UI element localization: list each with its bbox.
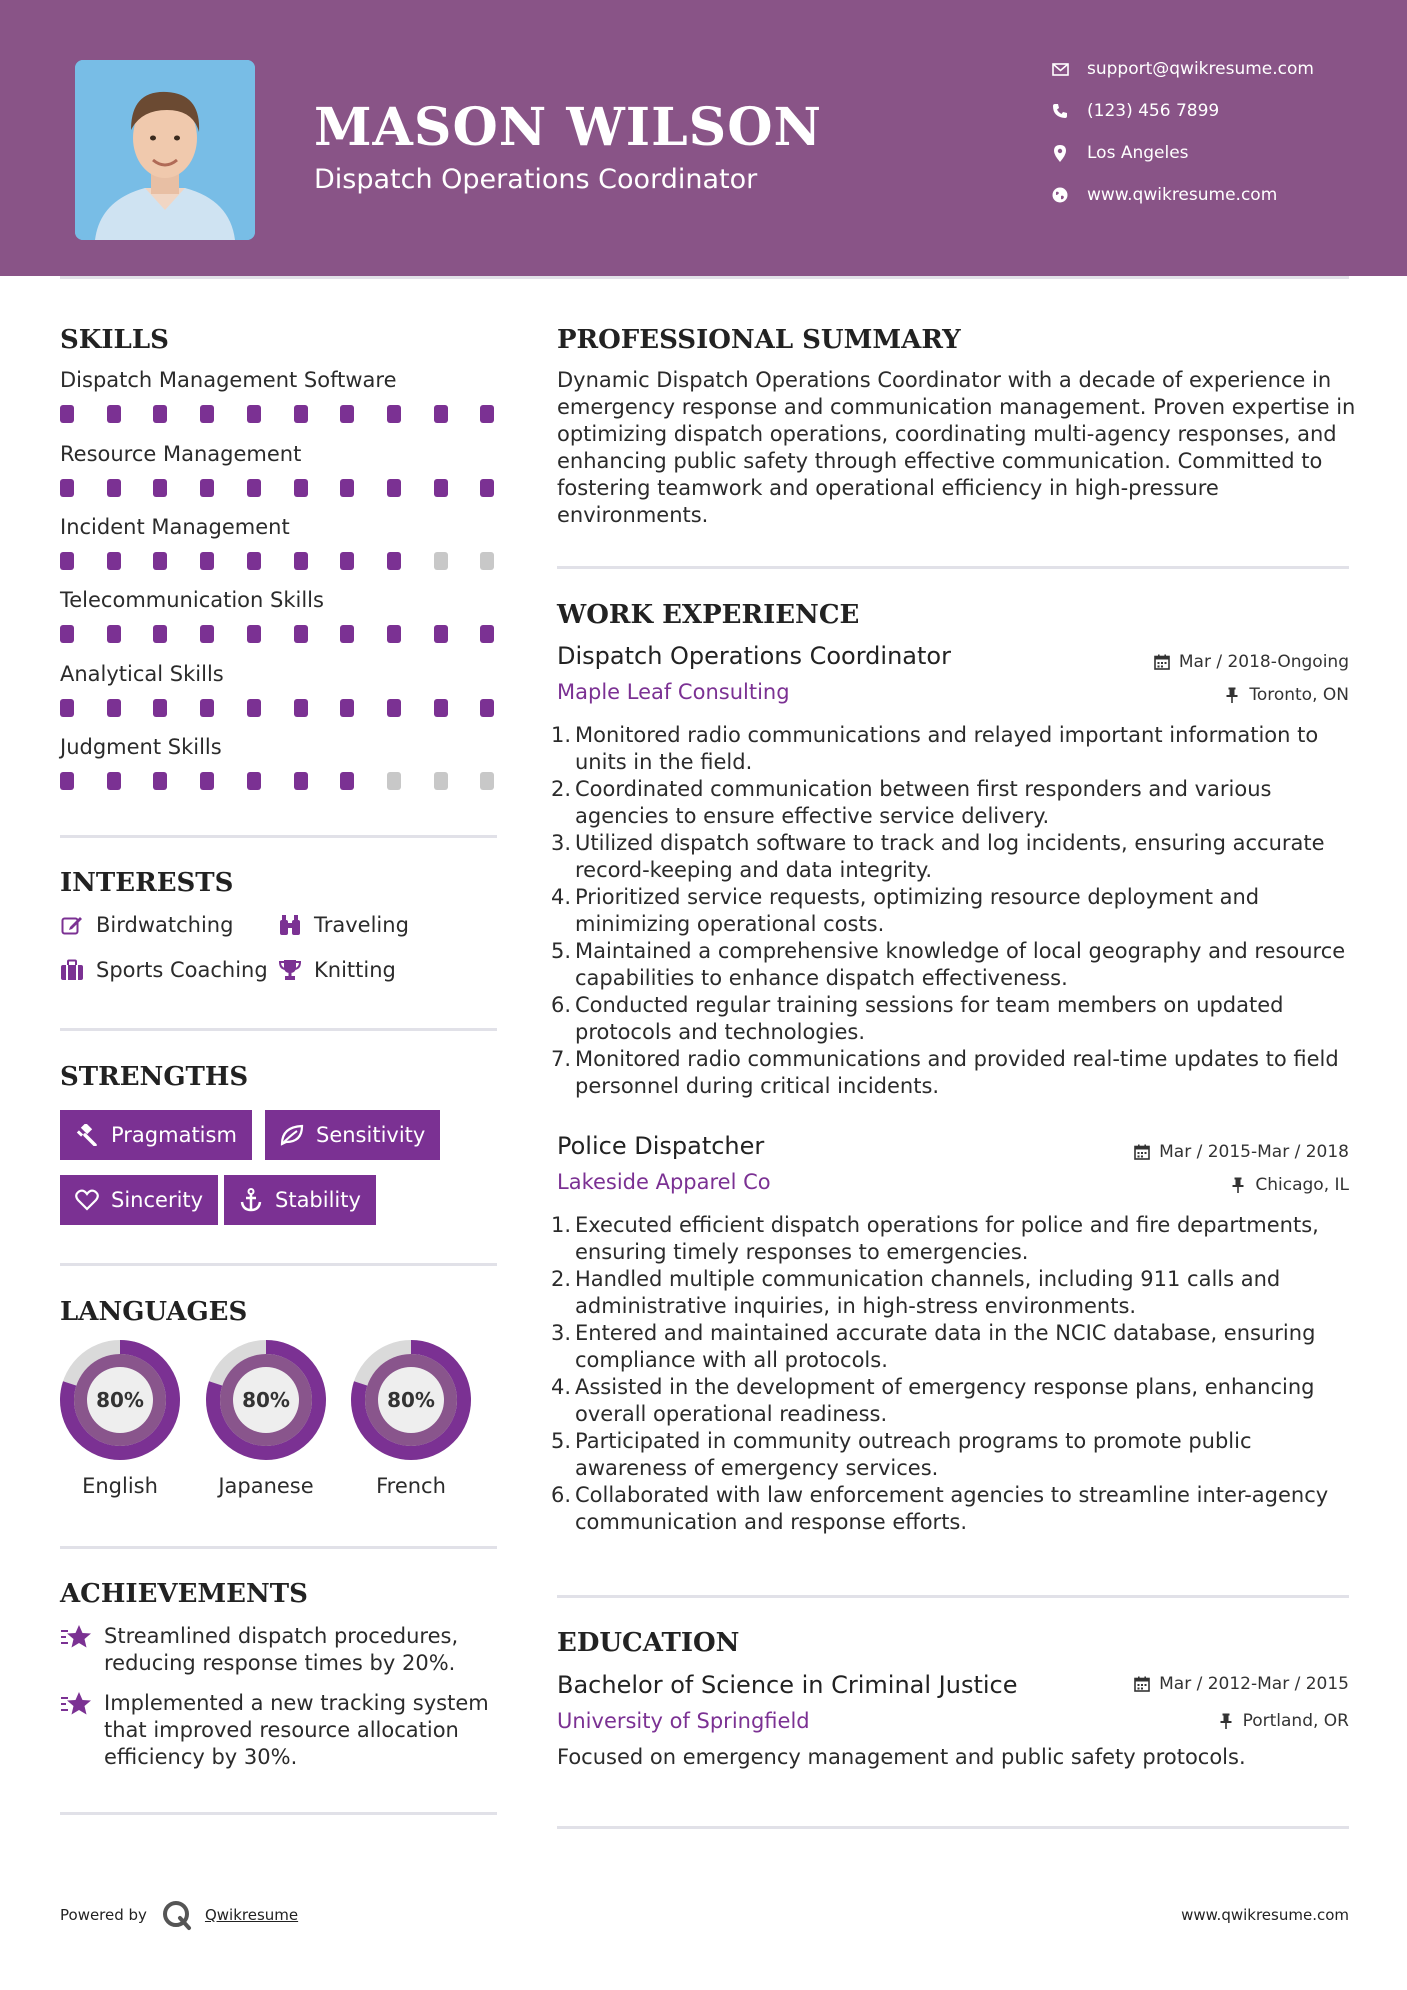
skill-dot-filled bbox=[387, 479, 401, 497]
skill-dot-filled bbox=[60, 552, 74, 570]
calendar-icon bbox=[1133, 1143, 1151, 1161]
skill-dot-filled bbox=[340, 772, 354, 790]
skill-dot-filled bbox=[153, 699, 167, 717]
skill-dot-filled bbox=[480, 699, 494, 717]
skill-dot-empty bbox=[480, 772, 494, 790]
strength-chip bbox=[60, 1175, 218, 1225]
duty-item: Entered and maintained accurate data in the NCIC database, ensuring compliance with all protocols. bbox=[575, 1321, 1316, 1372]
heart-icon bbox=[75, 1188, 99, 1212]
interest-label: Traveling bbox=[314, 913, 409, 937]
school-name: University of Springfield bbox=[557, 1709, 810, 1733]
skill-name: Analytical Skills bbox=[60, 662, 224, 686]
skill-dot-filled bbox=[247, 625, 261, 643]
skill-dot-filled bbox=[60, 772, 74, 790]
achievement-item bbox=[60, 1690, 500, 1771]
profile-photo bbox=[75, 60, 255, 240]
language-percent: 80% bbox=[387, 1388, 435, 1412]
section-divider bbox=[60, 1028, 497, 1031]
skill-dot-filled bbox=[340, 405, 354, 423]
language-percent: 80% bbox=[242, 1388, 290, 1412]
skill-dot-filled bbox=[247, 405, 261, 423]
duty-item: Handled multiple communication channels, including 911 calls and administrative inquiries, in high-stress environments. bbox=[575, 1267, 1281, 1318]
job-location-text: Chicago, IL bbox=[1255, 1175, 1349, 1195]
job-title: Dispatch Operations Coordinator bbox=[557, 642, 951, 670]
skill-dot-filled bbox=[107, 699, 121, 717]
duty-item: Maintained a comprehensive knowledge of local geography and resource capabilities to enhance dispatch effectiveness. bbox=[575, 939, 1346, 990]
skill-dot-filled bbox=[200, 405, 214, 423]
duty-item: Participated in community outreach programs to promote public awareness of emergency services. bbox=[575, 1429, 1252, 1480]
section-divider bbox=[60, 1812, 497, 1815]
pushpin-icon bbox=[1217, 1712, 1235, 1730]
duty-item: Conducted regular training sessions for team members on updated protocols and technologies. bbox=[575, 993, 1284, 1044]
education-location-text: Portland, OR bbox=[1242, 1711, 1349, 1731]
brand-link[interactable]: Qwikresume bbox=[204, 1906, 299, 1924]
footer-powered-by bbox=[60, 1899, 298, 1931]
skill-dot-filled bbox=[387, 625, 401, 643]
contact-phone-text: (123) 456 7899 bbox=[1087, 101, 1220, 121]
duty-item: Utilized dispatch software to track and log incidents, ensuring accurate record-keeping and data integrity. bbox=[575, 831, 1325, 882]
job-duties-list bbox=[575, 1212, 1360, 1536]
section-divider bbox=[60, 1546, 497, 1549]
skill-dot-filled bbox=[200, 772, 214, 790]
education-location bbox=[1217, 1711, 1349, 1731]
education-date-text: Mar / 2012-Mar / 2015 bbox=[1159, 1674, 1349, 1694]
skill-rating bbox=[60, 625, 500, 643]
strengths-heading: STRENGTHS bbox=[60, 1062, 249, 1092]
skill-dot-filled bbox=[294, 405, 308, 423]
duty-item: Executed efficient dispatch operations for police and fire departments, ensuring timely responses to emergencies. bbox=[575, 1213, 1319, 1264]
skill-dot-filled bbox=[480, 625, 494, 643]
pushpin-icon bbox=[1229, 1176, 1247, 1194]
skill-dot-filled bbox=[247, 552, 261, 570]
interest-item bbox=[278, 954, 396, 986]
anchor-icon bbox=[239, 1188, 263, 1212]
strength-chip bbox=[60, 1110, 252, 1160]
section-divider bbox=[60, 835, 497, 838]
skill-dot-filled bbox=[107, 405, 121, 423]
gavel-icon bbox=[75, 1123, 99, 1147]
skill-dot-filled bbox=[200, 625, 214, 643]
job-location-text: Toronto, ON bbox=[1249, 685, 1349, 705]
skill-dot-filled bbox=[434, 625, 448, 643]
footer-website[interactable]: www.qwikresume.com bbox=[1181, 1906, 1349, 1924]
job-date-text: Mar / 2018-Ongoing bbox=[1178, 652, 1349, 672]
skill-dot-filled bbox=[294, 552, 308, 570]
skill-dot-filled bbox=[200, 699, 214, 717]
contact-email[interactable] bbox=[1050, 54, 1390, 84]
skill-dot-filled bbox=[153, 479, 167, 497]
candidate-title: Dispatch Operations Coordinator bbox=[314, 164, 758, 195]
skill-dot-filled bbox=[294, 772, 308, 790]
interest-item bbox=[60, 954, 268, 986]
skill-dot-empty bbox=[387, 772, 401, 790]
pushpin-icon bbox=[1223, 686, 1241, 704]
candidate-name: MASON WILSON bbox=[314, 97, 823, 158]
job-date-text: Mar / 2015-Mar / 2018 bbox=[1159, 1142, 1349, 1162]
skill-dot-filled bbox=[480, 479, 494, 497]
skill-dot-filled bbox=[107, 772, 121, 790]
skill-dot-filled bbox=[60, 625, 74, 643]
summary-text: Dynamic Dispatch Operations Coordinator with a decade of experience in emergency response and communication management. Proven expertise in optimizing dispatch operations, coordinating multi-agency responses, and enhancing public safety through effective communication. Committed to fostering teamwork and operational efficiency in high-pressure environments. bbox=[557, 368, 1356, 527]
section-divider bbox=[60, 1263, 497, 1266]
leaf-icon bbox=[280, 1123, 304, 1147]
skill-dot-filled bbox=[107, 552, 121, 570]
contact-phone[interactable] bbox=[1050, 96, 1390, 126]
degree-title: Bachelor of Science in Criminal Justice bbox=[557, 1671, 1018, 1699]
skill-rating bbox=[60, 479, 500, 497]
calendar-icon bbox=[1153, 653, 1171, 671]
language-name: French bbox=[376, 1474, 446, 1498]
strength-label: Pragmatism bbox=[111, 1123, 237, 1147]
skill-dot-empty bbox=[434, 772, 448, 790]
contact-website-text: www.qwikresume.com bbox=[1087, 185, 1278, 205]
education-description: Focused on emergency management and public safety protocols. bbox=[557, 1745, 1246, 1769]
skill-dot-filled bbox=[247, 479, 261, 497]
qwikresume-logo-icon bbox=[161, 1899, 193, 1931]
envelope-icon bbox=[1050, 59, 1070, 79]
section-divider bbox=[557, 566, 1349, 569]
company-name: Lakeside Apparel Co bbox=[557, 1170, 771, 1194]
phone-icon bbox=[1050, 101, 1070, 121]
skill-dot-filled bbox=[60, 699, 74, 717]
job-title: Police Dispatcher bbox=[557, 1132, 765, 1160]
skill-dot-filled bbox=[340, 552, 354, 570]
globe-icon bbox=[1050, 185, 1070, 205]
skill-dot-empty bbox=[434, 552, 448, 570]
skill-dot-filled bbox=[387, 405, 401, 423]
job-date bbox=[1133, 1142, 1349, 1162]
skill-dot-filled bbox=[434, 405, 448, 423]
contact-location-text: Los Angeles bbox=[1087, 143, 1189, 163]
skill-dot-filled bbox=[480, 405, 494, 423]
education-date bbox=[1133, 1674, 1349, 1694]
skill-dot-filled bbox=[294, 479, 308, 497]
duty-item: Monitored radio communications and relayed important information to units in the field. bbox=[575, 723, 1319, 774]
star-award-icon bbox=[60, 1623, 92, 1653]
job-location bbox=[1229, 1175, 1349, 1195]
language-name: Japanese bbox=[218, 1474, 314, 1498]
edit-icon bbox=[60, 913, 84, 937]
skill-dot-filled bbox=[294, 625, 308, 643]
skill-dot-filled bbox=[340, 699, 354, 717]
interests-heading: INTERESTS bbox=[60, 868, 234, 898]
skill-rating bbox=[60, 552, 500, 570]
language-gauge bbox=[59, 1339, 181, 1461]
skill-dot-filled bbox=[340, 625, 354, 643]
star-award-icon bbox=[60, 1690, 92, 1720]
section-divider bbox=[557, 1595, 1349, 1598]
skill-name: Dispatch Management Software bbox=[60, 368, 397, 392]
skill-dot-filled bbox=[434, 479, 448, 497]
skill-dot-filled bbox=[153, 405, 167, 423]
interest-item bbox=[278, 909, 409, 941]
skill-rating bbox=[60, 405, 500, 423]
contact-location bbox=[1050, 138, 1390, 168]
skill-dot-filled bbox=[340, 479, 354, 497]
skill-dot-filled bbox=[107, 479, 121, 497]
location-pin-icon bbox=[1050, 143, 1070, 163]
duty-item: Collaborated with law enforcement agencies to streamline inter-agency communication and response efforts. bbox=[575, 1483, 1329, 1534]
education-heading: EDUCATION bbox=[557, 1628, 740, 1658]
skill-dot-empty bbox=[480, 552, 494, 570]
calendar-icon bbox=[1133, 1675, 1151, 1693]
duty-item: Prioritized service requests, optimizing resource deployment and minimizing operational costs. bbox=[575, 885, 1260, 936]
company-name: Maple Leaf Consulting bbox=[557, 680, 790, 704]
duty-item: Monitored radio communications and provided real-time updates to field personnel during critical incidents. bbox=[575, 1047, 1339, 1098]
achievement-item bbox=[60, 1623, 500, 1677]
skill-name: Resource Management bbox=[60, 442, 302, 466]
header-divider bbox=[60, 276, 1349, 279]
skill-dot-filled bbox=[247, 772, 261, 790]
skill-dot-filled bbox=[153, 772, 167, 790]
skill-dot-filled bbox=[387, 699, 401, 717]
section-divider bbox=[557, 1826, 1349, 1829]
skill-name: Telecommunication Skills bbox=[60, 588, 324, 612]
skill-dot-filled bbox=[60, 479, 74, 497]
job-date bbox=[1153, 652, 1349, 672]
languages-heading: LANGUAGES bbox=[60, 1297, 248, 1327]
language-gauge bbox=[350, 1339, 472, 1461]
job-duties-list bbox=[575, 722, 1360, 1100]
strength-label: Sincerity bbox=[111, 1188, 204, 1212]
skill-dot-filled bbox=[153, 552, 167, 570]
skill-dot-filled bbox=[60, 405, 74, 423]
achievement-text: Streamlined dispatch procedures, reducing response times by 20%. bbox=[104, 1624, 459, 1675]
contact-email-text: support@qwikresume.com bbox=[1087, 59, 1314, 79]
powered-by-text: Powered by bbox=[60, 1906, 147, 1924]
interest-label: Knitting bbox=[314, 958, 396, 982]
skill-dot-filled bbox=[387, 552, 401, 570]
language-gauge bbox=[205, 1339, 327, 1461]
skill-dot-filled bbox=[200, 552, 214, 570]
achievements-heading: ACHIEVEMENTS bbox=[60, 1579, 308, 1609]
interest-label: Birdwatching bbox=[96, 913, 234, 937]
skill-dot-filled bbox=[247, 699, 261, 717]
contact-website[interactable] bbox=[1050, 180, 1390, 210]
language-name: English bbox=[82, 1474, 158, 1498]
briefcase-icon bbox=[60, 958, 84, 982]
work-experience-heading: WORK EXPERIENCE bbox=[557, 600, 860, 630]
skill-rating bbox=[60, 772, 500, 790]
skills-heading: SKILLS bbox=[60, 325, 169, 355]
binoculars-icon bbox=[278, 913, 302, 937]
skill-dot-filled bbox=[107, 625, 121, 643]
resume-header bbox=[0, 0, 1407, 276]
skill-name: Judgment Skills bbox=[60, 735, 222, 759]
skill-dot-filled bbox=[434, 699, 448, 717]
summary-heading: PROFESSIONAL SUMMARY bbox=[557, 325, 961, 355]
skill-dot-filled bbox=[200, 479, 214, 497]
interest-label: Sports Coaching bbox=[96, 958, 268, 982]
skill-dot-filled bbox=[153, 625, 167, 643]
strength-chip bbox=[265, 1110, 440, 1160]
job-location bbox=[1223, 685, 1349, 705]
trophy-icon bbox=[278, 958, 302, 982]
language-percent: 80% bbox=[96, 1388, 144, 1412]
skill-dot-filled bbox=[294, 699, 308, 717]
duty-item: Coordinated communication between first responders and various agencies to ensure effective service delivery. bbox=[575, 777, 1272, 828]
strength-label: Stability bbox=[275, 1188, 361, 1212]
strength-label: Sensitivity bbox=[316, 1123, 426, 1147]
duty-item: Assisted in the development of emergency response plans, enhancing overall operational readiness. bbox=[575, 1375, 1315, 1426]
achievement-text: Implemented a new tracking system that improved resource allocation efficiency by 30%. bbox=[104, 1691, 489, 1769]
strength-chip bbox=[224, 1175, 376, 1225]
interest-item bbox=[60, 909, 233, 941]
skill-rating bbox=[60, 699, 500, 717]
skill-name: Incident Management bbox=[60, 515, 290, 539]
